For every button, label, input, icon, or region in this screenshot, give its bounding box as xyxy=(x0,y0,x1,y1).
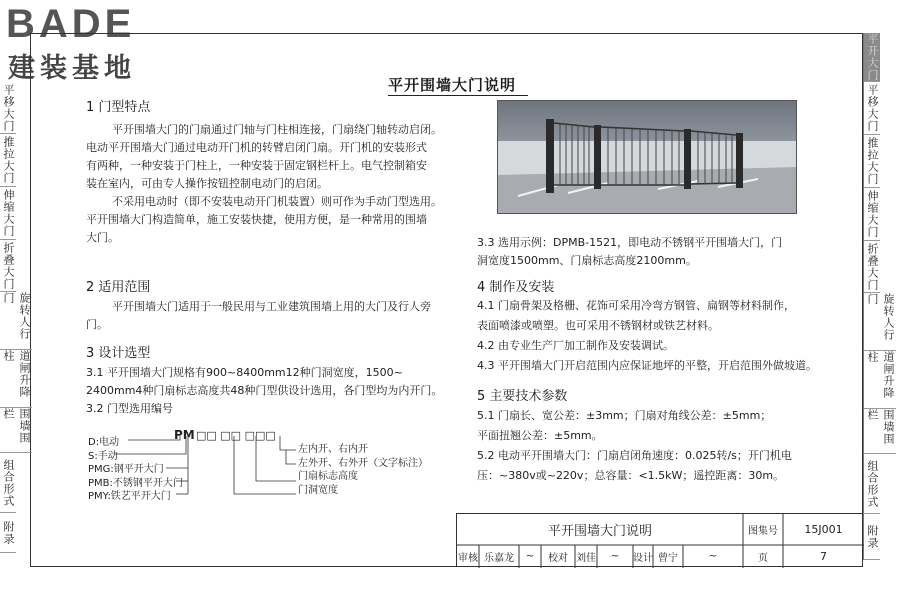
right-tab-push[interactable]: 推拉大门 xyxy=(863,135,880,188)
atlas-label: 图集号 xyxy=(748,526,778,537)
right-tab-retractable[interactable]: 伸缩大门 xyxy=(863,188,880,241)
legend-item: D:电动 xyxy=(88,437,120,448)
text-line: 压：~380v或~220v；总容量：<1.5kW；遥控距离：30m。 xyxy=(477,469,785,482)
text-line: 平开围墙大门构造简单，施工安装快捷，使用方便，是一种常用的围墙 xyxy=(86,213,427,226)
section-2-heading: 2 适用范围 xyxy=(86,280,151,295)
title-block xyxy=(456,513,863,567)
left-tab-retractable[interactable]: 伸缩大门 xyxy=(0,187,16,240)
left-tab-revolving[interactable]: 旋转人行门 xyxy=(0,292,32,350)
code-leader-lines xyxy=(88,428,468,508)
section-5-body xyxy=(477,406,817,486)
legend-item: 左外开、右外开（文字标注） xyxy=(298,457,428,469)
text-line: 洞宽度1500mm、门扇标志高度2100mm。 xyxy=(477,254,697,267)
left-tab-fence[interactable]: 围墙围栏 xyxy=(0,408,32,453)
right-tab-strip xyxy=(863,33,900,560)
title-block-title: 平开围墙大门说明 xyxy=(547,524,652,539)
checker-signature: ~ xyxy=(610,551,620,562)
text-line: 表面喷漆或喷塑。也可采用不锈钢材或铁艺材料。 xyxy=(477,319,719,332)
logo-latin: BADE xyxy=(6,2,136,46)
legend-item: PMY:铁艺平开大门 xyxy=(88,491,171,502)
text-line: 大门。 xyxy=(86,231,119,244)
right-tab-folding[interactable]: 折叠大门 xyxy=(863,241,880,293)
text-line: 3.3 选用示例：DPMB-1521，即电动不锈钢平开围墙大门，门 xyxy=(477,236,783,249)
left-tab-sliding[interactable]: 平移大门 xyxy=(0,82,16,134)
section-4-heading: 4 制作及安装 xyxy=(477,280,555,295)
text-line: 平开围墙大门的门扇通过门轴与门柱相连接，门扇绕门轴转动启闭。 xyxy=(112,123,442,136)
design-label: 设计 xyxy=(633,553,653,564)
right-tab-fence[interactable]: 围墙围栏 xyxy=(863,409,896,454)
text-line: 3.1 平开围墙大门规格有900~8400mm12种门洞宽度，1500~ xyxy=(86,366,403,379)
gate-photo xyxy=(497,100,797,214)
section-3-body xyxy=(86,364,466,418)
subheading-3-2: 3.2 门型选用编号 xyxy=(86,402,173,415)
text-line: 平面扭翘公差：±5mm。 xyxy=(477,429,603,442)
right-tab-appendix[interactable]: 附录 xyxy=(863,514,880,560)
section-1-body xyxy=(86,121,466,247)
code-pm: PM xyxy=(174,428,195,442)
text-line: 4.3 平开围墙大门开启范围内应保证地坪的平整，开启范围外做坡道。 xyxy=(477,359,817,372)
text-line: 平开围墙大门适用于一般民用与工业建筑围墙上用的大门及行人旁 xyxy=(112,300,431,313)
legend-item: 门洞宽度 xyxy=(298,484,338,496)
left-tab-appendix[interactable]: 附录 xyxy=(0,513,16,553)
right-tab-revolving[interactable]: 旋转人行门 xyxy=(863,293,896,351)
text-line: 有两种，一种安装于门柱上，一种安装于固定钢栏杆上。电气控制箱安 xyxy=(86,159,427,172)
text-line: 电动平开围墙大门通过电动开门机的转臂启闭门扇。开门机的安装形式 xyxy=(86,141,427,154)
text-line: 5.2 电动平开围墙大门：门扇启闭角速度：0.025转/s；开门机电 xyxy=(477,449,792,462)
section-3-3-body xyxy=(477,234,807,270)
left-tab-barrier[interactable]: 道闸升降柱 xyxy=(0,350,32,408)
code-boxes: □□ □□ □□□ xyxy=(196,429,276,442)
legend-item: PMG:钢平开大门 xyxy=(88,464,164,475)
legend-item: 门扇标志高度 xyxy=(298,471,358,482)
page-number: 7 xyxy=(820,550,827,563)
designer-signature: ~ xyxy=(708,551,718,562)
legend-item: PMB:不锈钢平开大门 xyxy=(88,477,183,489)
left-tab-combo[interactable]: 组合形式 xyxy=(0,453,16,513)
right-tab-sliding[interactable]: 平移大门 xyxy=(863,82,880,135)
reviewer-signature: ~ xyxy=(525,551,535,562)
text-line: 4.2 由专业生产厂加工制作及安装调试。 xyxy=(477,339,674,352)
check-label: 校对 xyxy=(548,553,568,564)
code-diagram xyxy=(88,428,468,508)
left-tab-push[interactable]: 推拉大门 xyxy=(0,134,16,187)
designer-name: 曾宁 xyxy=(658,553,678,564)
checker-name: 刘佳 xyxy=(576,553,596,564)
reviewer-name: 乐嘉龙 xyxy=(484,553,514,564)
section-5-heading: 5 主要技术参数 xyxy=(477,389,568,404)
gate-illustration xyxy=(498,101,797,214)
text-line: 装在室内，可由专人操作按钮控制电动门的启闭。 xyxy=(86,177,328,190)
right-tab-combo[interactable]: 组合形式 xyxy=(863,454,880,514)
section-2-body xyxy=(86,298,466,334)
atlas-number: 15J001 xyxy=(804,523,843,536)
text-line: 门。 xyxy=(86,318,108,331)
text-line: 5.1 门扇长、宽公差：±3mm；门扇对角线公差：±5mm； xyxy=(477,409,772,422)
text-line: 2400mm4种门扇标志高度共48种门型供设计选用，各门型均为内开门。 xyxy=(86,384,443,397)
right-tab-swing[interactable]: 平开大门 xyxy=(863,33,880,82)
legend-item: S:手动 xyxy=(88,450,118,462)
logo-chinese: 建装基地 xyxy=(8,53,136,84)
title-underline xyxy=(388,95,528,96)
section-4-body xyxy=(477,296,817,376)
text-line: 4.1 门扇骨架及格栅、花饰可采用冷弯方钢管、扁钢等材料制作， xyxy=(477,299,795,312)
right-tab-barrier[interactable]: 道闸升降柱 xyxy=(863,351,896,409)
review-label: 审核 xyxy=(458,553,478,564)
legend-item: 左内开、右内开 xyxy=(298,444,368,455)
page-title: 平开围墙大门说明 xyxy=(388,76,517,94)
text-line: 不采用电动时（即不安装电动开门机装置）则可作为手动门型选用。 xyxy=(112,195,442,208)
page-label: 页 xyxy=(758,553,768,564)
section-1-heading: 1 门型特点 xyxy=(86,100,151,115)
section-3-heading: 3 设计选型 xyxy=(86,346,151,361)
left-tab-strip xyxy=(0,82,30,553)
left-tab-folding[interactable]: 折叠大门 xyxy=(0,240,16,292)
